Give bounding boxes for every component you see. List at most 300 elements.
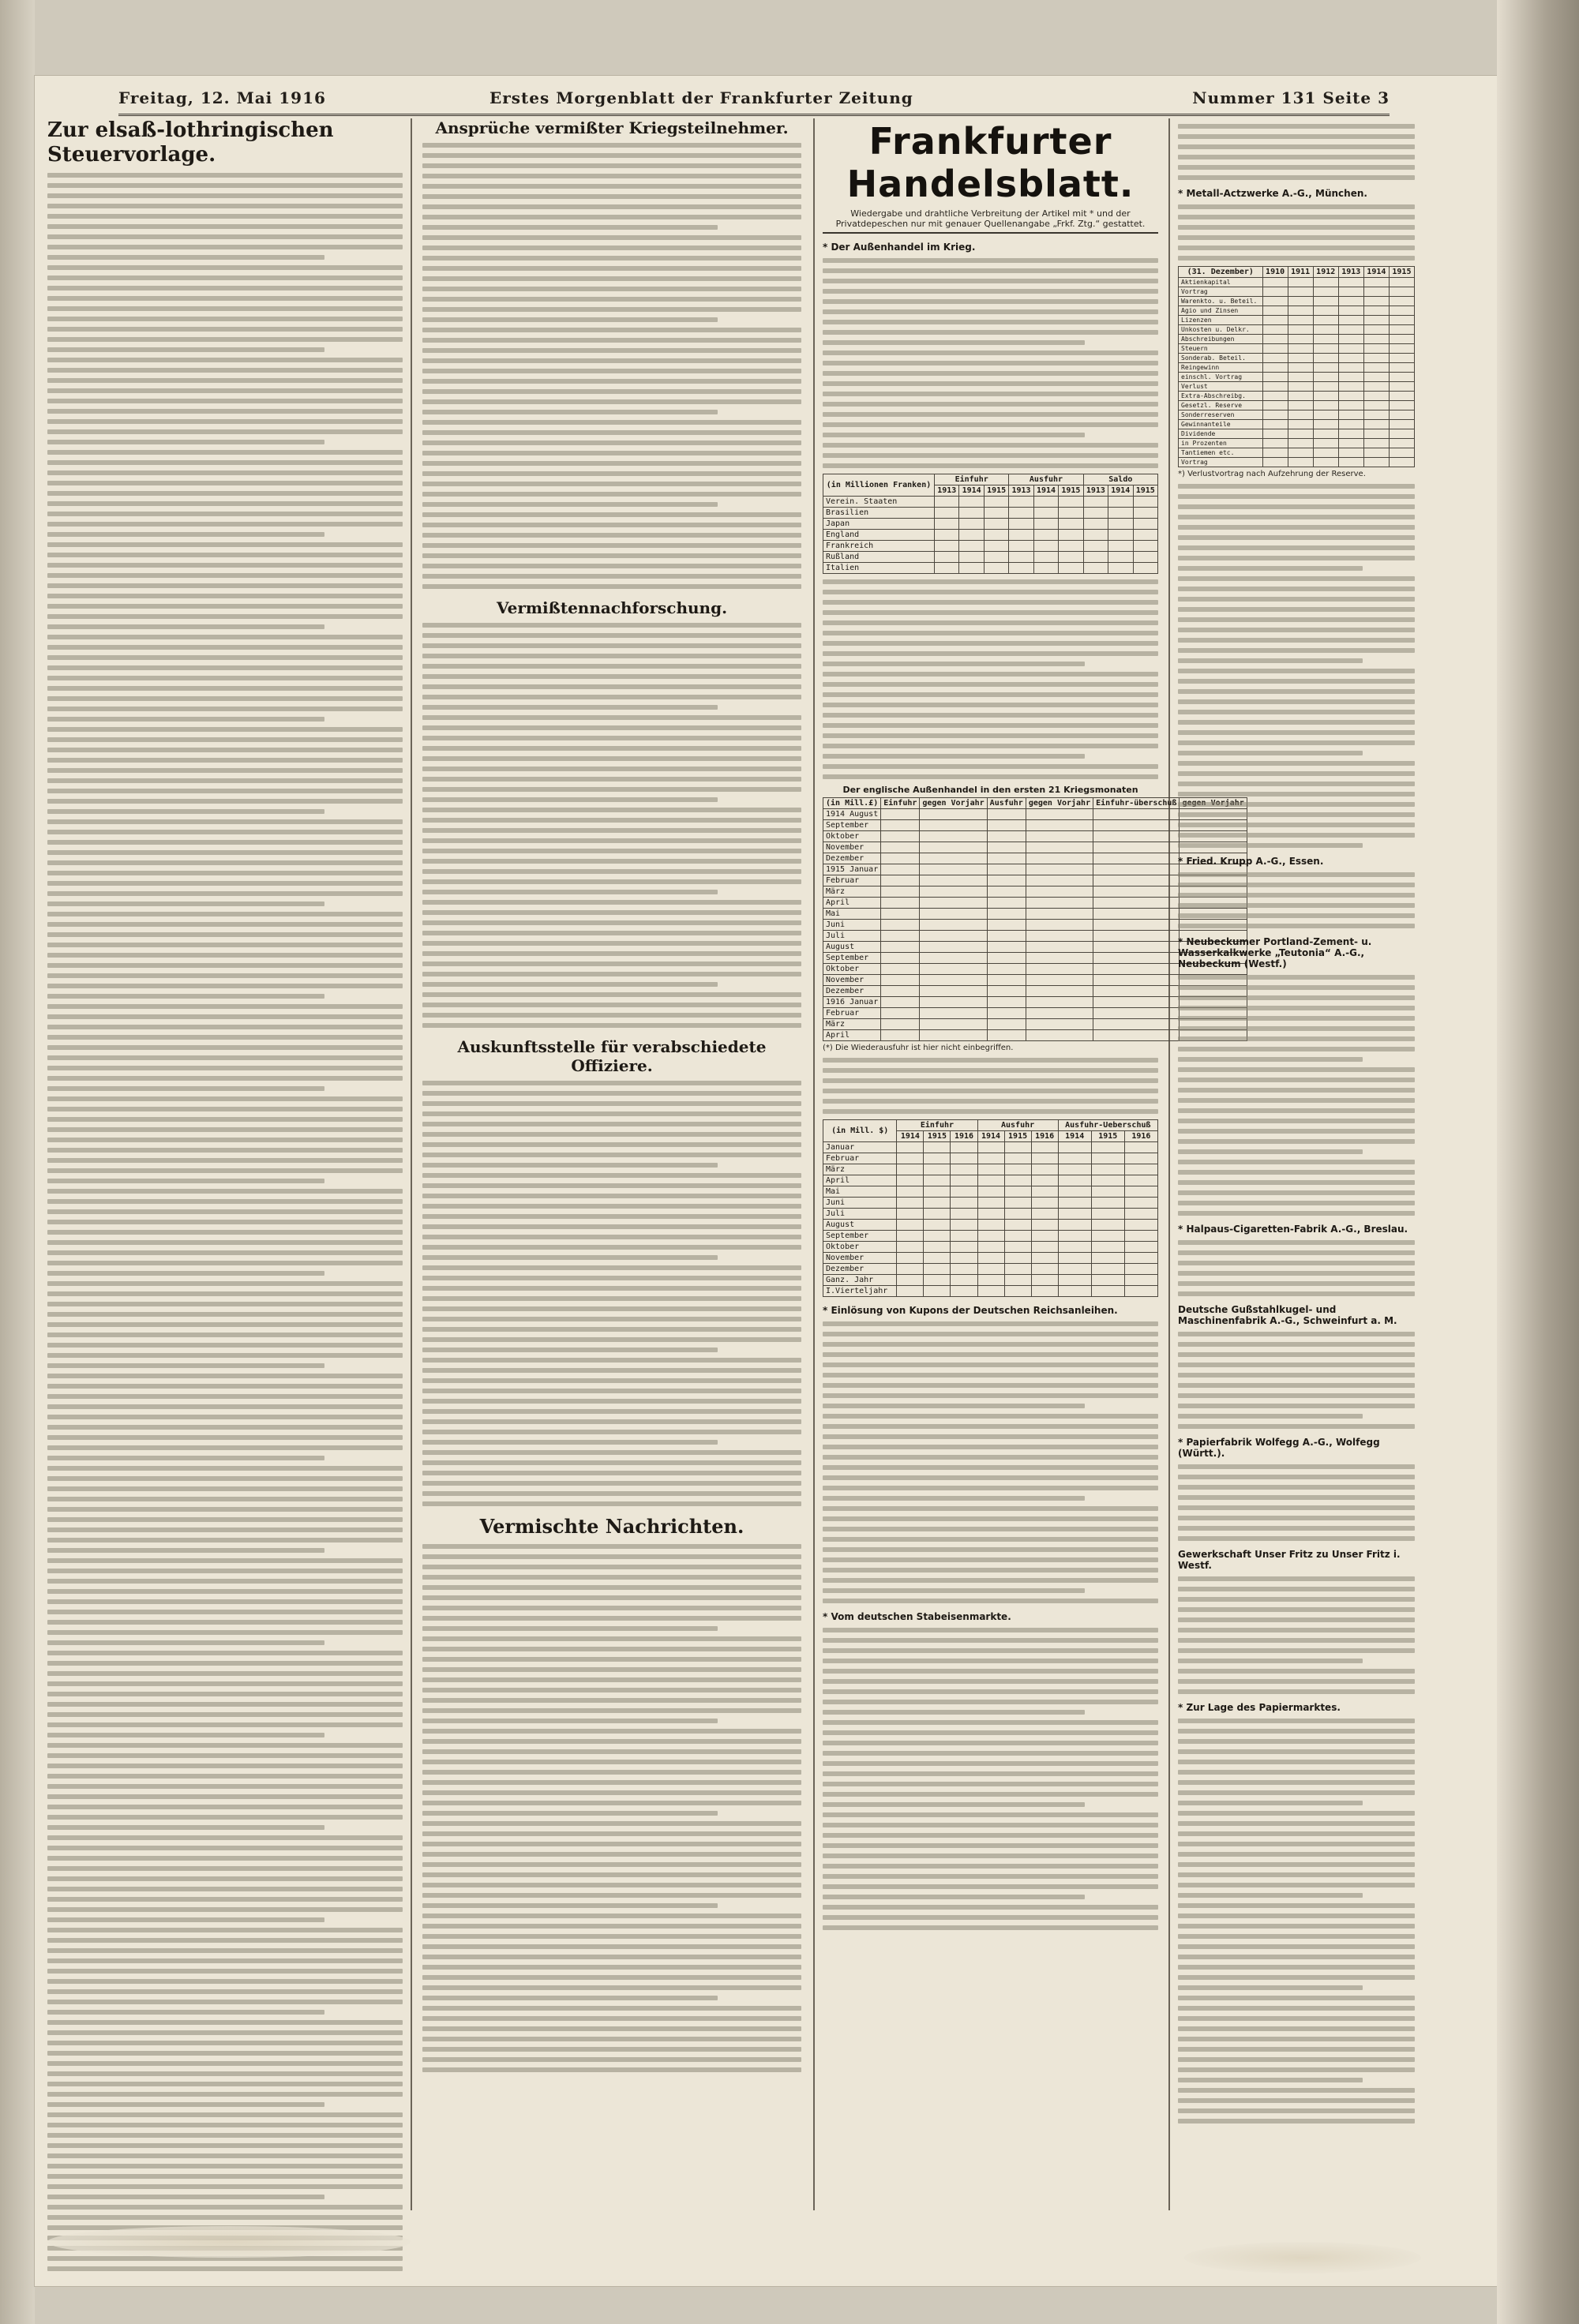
text-line [47,399,403,403]
table-cell [1288,354,1313,363]
table-row [823,1209,1158,1220]
table-cell [920,1030,987,1041]
text-line [47,624,324,629]
text-line [823,1823,1158,1827]
table-cell [1093,886,1180,898]
table-header: 1915 [924,1131,951,1142]
text-line [1178,1760,1415,1764]
text-line [823,733,1158,738]
table-cell [984,519,1008,530]
text-line [823,1628,1158,1632]
table-cell [881,809,920,820]
table-cell [1108,541,1133,552]
text-line [47,1774,403,1779]
text-line [47,1897,403,1902]
table-cell [1313,354,1338,363]
text-line [422,1337,801,1342]
table-cell [1058,1164,1091,1175]
text-line [422,1636,801,1641]
text-line [47,522,403,527]
text-line [1178,607,1415,612]
text-line [1178,1790,1415,1795]
table-cell [1288,429,1313,439]
text-line [823,579,1158,584]
text-line [47,347,324,352]
table-header: 1913 [1083,485,1108,497]
text-line [422,2006,801,2011]
text-line [1178,235,1415,240]
row-label: Januar [823,1142,897,1153]
text-line [47,1055,403,1060]
row-label: Warenkto. u. Beteil. [1179,297,1263,306]
table-cell [1093,831,1180,842]
row-label: April [823,898,881,909]
text-line [1178,576,1415,581]
text-line [47,1938,403,1943]
text-line [422,920,801,925]
text-line [47,1630,403,1635]
row-label: Tantiemen etc. [1179,448,1263,458]
table-cell [1093,864,1180,875]
table-cell [920,842,987,853]
text-line [47,1035,403,1040]
row-label: Extra-Abschreibg. [1179,392,1263,401]
table-cell [1124,1209,1157,1220]
table-cell [881,942,920,953]
text-line [422,777,801,782]
text-line [422,276,801,281]
table-cell [881,986,920,997]
text-line [47,727,403,732]
table-cell [1363,373,1389,382]
text-line [1178,975,1415,980]
table-cell [987,997,1026,1008]
table-cell [977,1164,1004,1175]
text-line [823,1414,1158,1419]
text-line [422,1286,801,1291]
table-cell [1124,1186,1157,1198]
table-cell [1338,382,1363,392]
text-line [1178,1831,1415,1836]
text-line [1178,504,1415,509]
row-label: Unkosten u. Delkr. [1179,325,1263,335]
table-cell [1389,420,1414,429]
text-line [823,1068,1158,1073]
text-line [47,1415,403,1419]
text-line [1178,1944,1415,1949]
table-cell [881,853,920,864]
table-cell [1389,297,1414,306]
text-line [422,1667,801,1672]
table-cell [1338,354,1363,363]
table-cell [1124,1198,1157,1209]
table-cell [1124,1220,1157,1231]
table-cell [977,1142,1004,1153]
table-row [1179,410,1415,420]
text-line [823,1455,1158,1460]
row-label: August [823,1220,897,1231]
row-label: einschl. Vortrag [1179,373,1263,382]
text-line [47,2174,403,2179]
text-line [47,1220,403,1224]
text-line [47,1917,324,1922]
table-cell [1313,429,1338,439]
text-line [47,1651,403,1655]
text-line [47,676,403,680]
article-body [823,1628,1158,1930]
text-line [422,153,801,158]
table-cell [977,1264,1004,1275]
text-line [422,471,801,476]
table-cell [897,1209,924,1220]
text-line [823,1527,1158,1531]
text-line [422,1760,801,1764]
text-line [47,491,403,496]
text-line [47,1250,403,1255]
table-cell [959,552,984,563]
table-cell [1083,563,1108,574]
text-line [823,1547,1158,1552]
table-cell [1093,820,1180,831]
table-cell [924,1253,951,1264]
article-body [1178,1576,1415,1694]
text-line [47,1887,403,1891]
text-line [1178,1078,1415,1082]
text-line [47,1805,403,1809]
table-cell [881,886,920,898]
text-line [47,748,403,752]
text-line [823,1404,1085,1408]
text-line [47,1876,403,1881]
table-cell [1108,530,1133,541]
table-cell [1133,541,1157,552]
text-line [422,1790,801,1795]
text-line [1178,1098,1415,1103]
text-line [1178,1160,1415,1164]
text-line [47,2041,403,2045]
text-line [422,523,801,527]
text-line [823,1751,1158,1756]
table-cell [1031,1175,1058,1186]
text-line [823,1058,1158,1063]
table-cell [1338,439,1363,448]
table-cell [1031,1275,1058,1286]
text-line [47,604,403,609]
text-line [47,881,403,886]
text-line [422,204,801,209]
text-line [1178,1250,1415,1255]
us-trade-table [823,1119,1158,1297]
table-cell [1004,1175,1031,1186]
table-header: 1914 [959,485,984,497]
text-line [823,703,1158,707]
text-line [823,1843,1158,1848]
table-cell [1389,287,1414,297]
row-label: Vortrag [1179,287,1263,297]
table-cell [1026,820,1093,831]
text-line [1178,1332,1415,1336]
table-cell [1058,1175,1091,1186]
text-line [47,1353,403,1358]
text-line [47,717,324,722]
table-cell [1009,519,1033,530]
article-headline: Auskunftsstelle für verabschiedete Offiziere. [457,1037,767,1075]
table-cell [1058,1242,1091,1253]
table-cell [1288,287,1313,297]
table-cell [1288,297,1313,306]
table-cell [1108,563,1133,574]
text-line [823,1465,1158,1470]
text-line [422,389,801,394]
text-line [47,245,403,249]
text-line [422,1852,801,1857]
table-cell [977,1242,1004,1253]
text-line [1178,1719,1415,1723]
table-cell [1389,306,1414,316]
table-cell [1389,335,1414,344]
text-line [1178,1617,1415,1622]
row-label: 1915 Januar [823,864,881,875]
table-cell [1313,410,1338,420]
text-line [422,797,718,802]
text-line [1178,1211,1415,1216]
row-label: 1914 August [823,809,881,820]
table-cell [1083,541,1108,552]
table-cell [897,1198,924,1209]
text-line [422,695,801,699]
text-line [422,2057,801,2062]
text-line [823,620,1158,625]
text-line [47,1127,403,1132]
table-cell [1091,1164,1124,1175]
table-cell [1389,363,1414,373]
text-line [47,265,403,270]
table-cell [1093,875,1180,886]
table-cell [959,497,984,508]
table-cell [1262,335,1288,344]
text-line [1178,1149,1363,1154]
text-line [1178,1536,1415,1541]
text-line [422,194,801,199]
text-line [1178,1739,1415,1744]
text-line [422,328,801,332]
text-line [47,932,403,937]
table-row [1179,448,1415,458]
text-line [47,1291,403,1296]
table-cell [1091,1231,1124,1242]
table-cell [881,1019,920,1030]
table-header: 1914 [977,1131,1004,1142]
text-line [422,2047,801,2052]
text-line [1178,587,1415,591]
text-line [47,1517,403,1522]
text-line [422,1965,801,1970]
table-footnote: (*) Die Wiederausfuhr ist hier nicht einbegriffen. [823,1044,1014,1052]
text-line [1178,1924,1415,1929]
text-line [422,420,801,425]
text-line [47,696,403,701]
text-line [47,943,403,947]
table-cell [924,1142,951,1153]
text-line [47,255,324,260]
text-line [1178,1587,1415,1591]
table-cell [951,1242,977,1253]
column-3 [823,118,1177,1936]
text-line [422,430,801,435]
text-line [1178,1383,1415,1388]
text-line [823,1599,1158,1603]
text-line [422,215,801,219]
text-line [47,1866,403,1871]
text-line [823,1393,1158,1398]
table-cell [1059,508,1083,519]
table-cell [1288,382,1313,392]
table-cell [1313,325,1338,335]
text-line [422,684,801,689]
table-header: Ausfuhr [977,1120,1058,1131]
text-line [422,1544,801,1549]
article-headline: * Einlösung von Kupons der Deutschen Reichsanleihen. [823,1305,1118,1316]
row-label: September [823,1231,897,1242]
text-line [1178,1129,1415,1134]
table-cell [1093,997,1180,1008]
table-cell [1108,508,1133,519]
table-cell [977,1175,1004,1186]
article-body [1178,484,1415,848]
table-cell [1033,497,1058,508]
table-cell [1363,335,1389,344]
table-header: gegen Vorjahr [920,798,987,809]
article-headline: * Fried. Krupp A.-G., Essen. [1178,856,1324,867]
row-label: Februar [823,875,881,886]
table-cell [987,942,1026,953]
table-cell [1124,1253,1157,1264]
table-cell [1288,335,1313,344]
table-cell [1262,287,1288,297]
column-rule [411,118,412,2210]
table-cell [1031,1186,1058,1198]
table-cell [1389,354,1414,363]
table-cell [1091,1242,1124,1253]
text-line [422,1306,801,1311]
article-body [823,1058,1158,1114]
table-cell [1389,439,1414,448]
text-line [1178,1985,1363,1990]
text-line [47,1959,403,1963]
table-cell [1093,853,1180,864]
table-cell [920,909,987,920]
table-row [823,508,1158,519]
text-line [1178,1914,1415,1918]
row-label: Mai [823,1186,897,1198]
text-line [1178,1883,1415,1887]
text-line [47,758,403,763]
text-line [47,1610,403,1614]
row-label: Sonderreserven [1179,410,1263,420]
text-line [422,1934,801,1939]
article-body [1178,124,1415,180]
text-line [422,1348,718,1352]
row-label: März [823,1164,897,1175]
text-line [422,1276,801,1280]
table-cell [1058,1153,1091,1164]
table-row [1179,401,1415,410]
table-cell [1124,1231,1157,1242]
table-header: 1915 [1389,267,1414,278]
text-line [47,1384,403,1389]
table-cell [1133,552,1157,563]
table-cell [1389,429,1414,439]
text-line [47,809,324,814]
text-line [1178,843,1363,848]
text-line [823,1363,1158,1367]
text-line [1178,893,1415,898]
text-line [1178,545,1415,550]
text-line [823,433,1085,437]
table-row [823,1286,1158,1297]
text-line [47,737,403,742]
text-line [823,713,1158,718]
text-line [823,672,1158,677]
table-cell [935,541,959,552]
text-line [1178,246,1415,250]
table-cell [1262,401,1288,410]
row-label: Rußland [823,552,935,563]
table-cell [1288,410,1313,420]
text-line [823,1578,1158,1583]
table-header: 1916 [951,1131,977,1142]
table-cell [1313,458,1338,467]
table-cell [1083,497,1108,508]
table-cell [1026,1019,1093,1030]
table-cell [987,809,1026,820]
row-label: Verlust [1179,382,1263,392]
table-cell [959,541,984,552]
text-line [422,1831,801,1836]
table-cell [920,809,987,820]
text-line [47,358,403,362]
table-row [823,474,1158,485]
table-cell [951,1286,977,1297]
table-header: 1913 [1009,485,1033,497]
text-line [47,2051,403,2056]
text-line [422,1003,801,1007]
text-line [1178,802,1415,807]
table-cell [1338,392,1363,401]
table-cell [1093,909,1180,920]
table-cell [1389,373,1414,382]
text-line [47,1681,403,1686]
table-cell [920,931,987,942]
table-cell [951,1253,977,1264]
table-cell [987,864,1026,875]
row-label: Juli [823,1209,897,1220]
text-line [1178,1342,1415,1347]
text-line [422,941,801,946]
table-cell [1262,382,1288,392]
table-cell [1004,1242,1031,1253]
text-line [422,1739,801,1744]
text-line [1178,1669,1415,1674]
table-cell [924,1275,951,1286]
table-cell [1313,382,1338,392]
text-line [422,1616,801,1621]
text-line [1178,792,1415,797]
table-cell [881,1008,920,1019]
table-cell [920,864,987,875]
table-cell [1059,530,1083,541]
text-line [47,1456,324,1460]
